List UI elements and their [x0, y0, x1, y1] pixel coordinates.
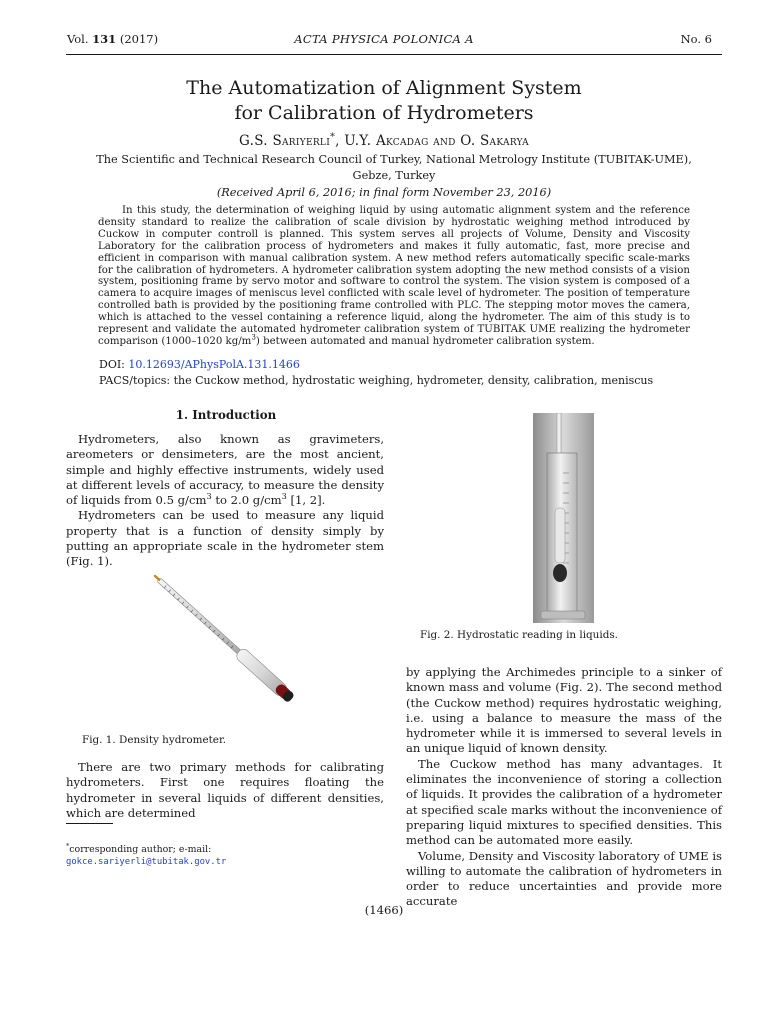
footnote [66, 843, 226, 869]
section-title-introduction: 1. Introduction [175, 408, 277, 422]
doi-link[interactable]: 10.12693/APhysPolA.131.1466 [128, 358, 300, 371]
pacs-topics: PACS/topics: the Cuckow method, hydrostatic weighing, hydrometer, density, calibration, meniscus [99, 374, 654, 387]
figure-2-hydrostatic-image [533, 413, 594, 623]
footnote-email-link[interactable]: gokce.sariyerli@tubitak.gov.tr [66, 857, 227, 867]
intro-sup-1: 3 [206, 491, 212, 502]
issue-number: No. 6 [680, 32, 712, 46]
doi-label: DOI: [99, 358, 129, 371]
intro-continued [66, 760, 384, 821]
intro-p1-b: to 2.0 g/cm [211, 493, 282, 508]
affiliation-line-2: Gebze, Turkey [352, 169, 436, 182]
intro-text [66, 432, 384, 570]
affiliation [80, 152, 708, 184]
authors [0, 133, 768, 149]
received-dates: (Received April 6, 2016; in final form November 23, 2016) [216, 186, 552, 199]
volume-prefix: Vol. [67, 32, 89, 46]
figure-1-hydrometer-image [140, 560, 310, 720]
abstract [98, 205, 690, 348]
footnote-mark: * [66, 841, 70, 850]
figure-2-caption: Fig. 2. Hydrostatic reading in liquids. [420, 629, 618, 641]
footnote-text: corresponding author; e-mail: [69, 844, 212, 855]
right-paragraph-1: by applying the Archimedes principle to a sinker of known mass and volume (Fig. 2). The second method (the Cuckow method) requires hydrostatic weighing, i.e. using a balance to measure the mass of the hydrometer while it is immersed to several levels in an unique liquid of known density. [406, 665, 722, 756]
intro-paragraph-1 [66, 432, 384, 508]
footnote-rule [66, 823, 113, 824]
author-mark: * [330, 131, 336, 143]
intro-paragraph-3: There are two primary methods for calibrating hydrometers. First one requires floating the hydrometer in several liquids of different densities, which are determined [66, 760, 384, 820]
journal-name: ACTA PHYSICA POLONICA A [294, 32, 474, 46]
page-number: (1466) [364, 903, 404, 917]
intro-p1-c: [1, 2]. [286, 493, 326, 508]
figure-1-caption: Fig. 1. Density hydrometer. [82, 734, 227, 746]
doi-line [99, 358, 300, 371]
intro-sup-2: 3 [281, 491, 287, 502]
authors-first: G.S. Sariyerli [239, 133, 331, 149]
title-line-1: The Automatization of Alignment System [186, 77, 582, 99]
intro-p1-a: Hydrometers, also known as gravimeters, areometers or densimeters, are the most ancient, simple and highly effective instruments, widely used at different levels of accuracy, to measure the density of liquids from 0.5 g/cm [66, 432, 384, 508]
right-paragraph-2: The Cuckow method has many advantages. It eliminates the inconvenience of storing a collection of liquids. It provides the calibration of a hydrometer at specified scale marks without the inconvenience of preparing liquid mixtures to specified densities. This method can be automated more easily. [406, 756, 722, 848]
right-column-text [406, 665, 722, 910]
paper-title [0, 76, 768, 126]
volume-number: 131 [92, 32, 117, 46]
abstract-text: In this study, the determination of weighing liquid by using automatic alignment system and the reference density standard to realize the calibration of scale division by hydrostatic weighing method introduced by Cuckow in computer controll is planned. This system serves all projects of Volume, Density and Viscosity Laboratory for the calibration process of hydrometers and makes it fully automatic, fast, more precise and efficient in comparison with manual calibration system. A new method refers automatically specific scale-marks for the calibration of hydrometers. A hydrometer calibration system adopting the new method consists of a vision system, positioning frame by servo motor and software to control the system. The vision system is composed of a camera to acquire images of meniscus level conflicted with scale level of hydrometer. The position of temperature controlled bath is provided by the positioning frame controlled with PLC. The stepping motor moves the camera, which is attached to the vessel containing a reference liquid, along the hydrometer. The aim of this study is to represent and validate the automated hydrometer calibration system of TUBITAK UME realizing the hydrometer comparison (1000–1020 kg/m [98, 205, 690, 347]
abstract-sup: 3 [251, 332, 256, 342]
abstract-text-end: ) between automated and manual hydrometer calibration system. [255, 335, 595, 347]
header-rule [66, 54, 722, 55]
volume-year: (2017) [119, 32, 159, 46]
title-line-2: for Calibration of Hydrometers [234, 102, 534, 124]
affiliation-line-1: The Scientific and Technical Research Council of Turkey, National Metrology Institute (TUBITAK-UME), [96, 153, 692, 166]
authors-rest: , U.Y. Akcadag and O. Sakarya [335, 133, 529, 149]
intro-paragraph-2: Hydrometers can be used to measure any liquid property that is a function of density simply by putting an appropriate scale in the hydrometer stem (Fig. 1). [66, 508, 384, 569]
right-paragraph-3: Volume, Density and Viscosity laboratory of UME is willing to automate the calibration of hydrometers in order to reduce uncertainties and provide more accurate [406, 848, 722, 909]
